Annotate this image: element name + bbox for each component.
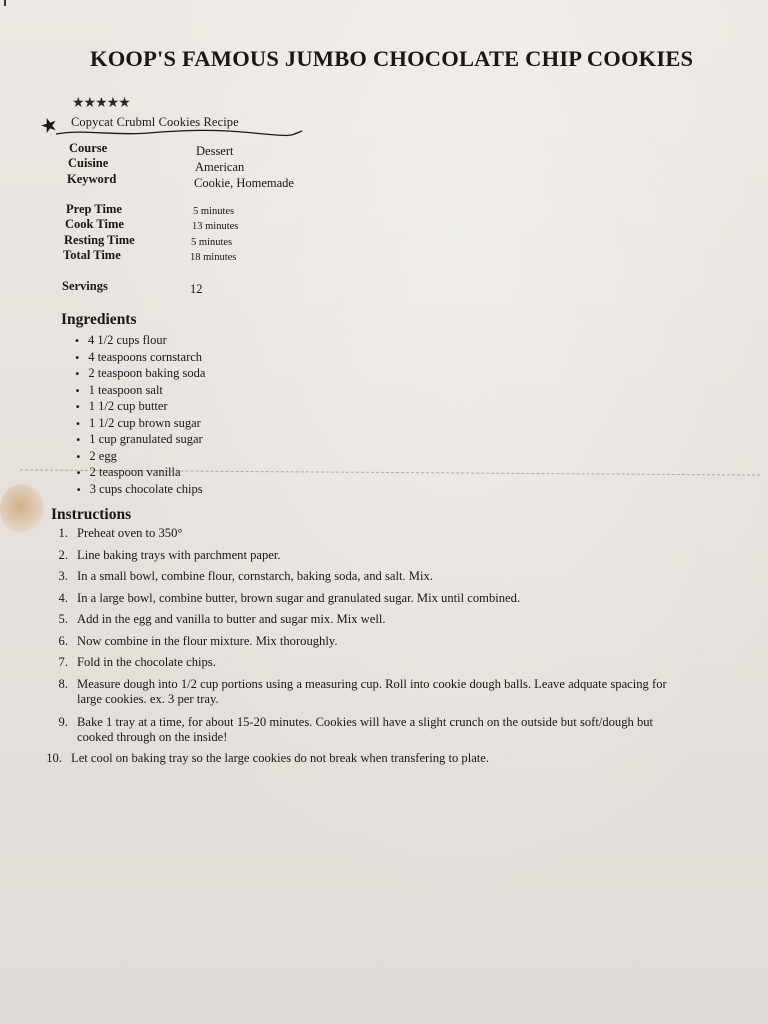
ingredient-text: 1 teaspoon salt (88, 382, 163, 397)
ingredient-item (75, 431, 205, 448)
step-text: Let cool on baking tray so the large cookies do not break when transfering to plate. (71, 750, 490, 765)
recipe-subtitle: Copycat Crubml Cookies Recipe (71, 115, 239, 129)
instruction-step (40, 634, 680, 650)
step-number: 8. (58, 676, 68, 691)
keyword-value: Cookie, Homemade (194, 176, 294, 190)
ingredient-item (75, 398, 206, 415)
keyword-label: Keyword (67, 172, 117, 186)
cook-time-value: 13 minutes (192, 221, 239, 232)
bullet-icon: • (74, 402, 81, 413)
corner-mark (4, 0, 6, 6)
ingredient-text: 2 teaspoon baking soda (88, 366, 206, 380)
ingredient-item (76, 464, 206, 481)
step-number: 1. (58, 526, 68, 540)
ingredient-text: 1 1/2 cup butter (88, 399, 168, 413)
cuisine-label: Cuisine (68, 156, 109, 170)
instruction-step (40, 569, 680, 585)
step-text: In a small bowl, combine flour, cornstarch, baking soda, and salt. Mix. (77, 569, 433, 583)
servings-label: Servings (62, 279, 108, 293)
step-number: 6. (58, 633, 68, 648)
total-time-label: Total Time (63, 248, 121, 262)
instructions-list (40, 526, 680, 766)
ingredient-text: 1 1/2 cup brown sugar (89, 415, 201, 430)
instruction-step (40, 612, 680, 628)
step-text: Line baking trays with parchment paper. (77, 547, 281, 562)
step-text: Bake 1 tray at a time, for about 15-20 minutes. Cookies will have a slight crunch on the outside but soft/dough but cooked through on the inside! (77, 714, 654, 744)
resting-time-label: Resting Time (64, 233, 135, 247)
ingredient-item (74, 349, 205, 366)
instruction-step (40, 655, 680, 671)
instruction-step (40, 526, 680, 542)
ingredient-text: 2 egg (89, 448, 117, 463)
step-number: 9. (58, 714, 68, 729)
ingredient-item (74, 365, 205, 382)
instruction-step (40, 677, 680, 708)
ingredients-heading: Ingredients (61, 311, 137, 328)
instruction-step (40, 591, 680, 607)
step-text: In a large bowl, combine butter, brown sugar and granulated sugar. Mix until combined. (77, 590, 521, 605)
bullet-icon: • (74, 385, 81, 397)
step-text: Measure dough into 1/2 cup portions using a measuring cup. Roll into cookie dough balls. Leave adquate spacing for large cookies. ex. 3 per tray. (77, 676, 667, 706)
resting-time-value: 5 minutes (191, 237, 233, 248)
cuisine-value: American (195, 160, 245, 174)
servings-value: 12 (190, 282, 203, 296)
step-number: 10. (46, 750, 62, 765)
ingredient-text: 4 1/2 cups flour (88, 333, 167, 347)
bullet-icon: • (74, 336, 80, 347)
ingredient-text: 3 cups chocolate chips (89, 481, 203, 496)
ingredient-item (75, 415, 205, 432)
step-text: Fold in the chocolate chips. (77, 655, 216, 669)
grease-stain (0, 484, 44, 534)
instruction-step (40, 715, 680, 746)
bullet-icon: • (74, 369, 81, 380)
ingredients-list (74, 332, 205, 497)
step-number: 7. (58, 655, 68, 669)
bullet-icon: • (75, 435, 82, 446)
cook-time-label: Cook Time (65, 217, 124, 231)
rating-stars: ★★★★★ (72, 95, 130, 111)
handwritten-underline (54, 125, 304, 139)
bullet-icon: • (75, 451, 82, 463)
step-text: Now combine in the flour mixture. Mix thoroughly. (77, 633, 338, 648)
handwritten-star-icon: ★ (36, 110, 62, 140)
step-number: 4. (58, 590, 68, 605)
bullet-icon: • (75, 484, 82, 496)
subtitle-row (36, 110, 310, 143)
ingredient-text: 2 teaspoon vanilla (89, 465, 181, 479)
total-time-value: 18 minutes (190, 252, 237, 263)
bullet-icon: • (75, 468, 82, 479)
prep-time-label: Prep Time (66, 202, 122, 216)
ingredient-item (75, 448, 205, 465)
step-number: 3. (58, 569, 68, 583)
step-number: 5. (58, 612, 68, 626)
bullet-icon: • (75, 418, 81, 430)
instructions-heading: Instructions (51, 506, 132, 523)
instruction-step (34, 751, 680, 767)
recipe-title: KOOP'S FAMOUS JUMBO CHOCOLATE CHIP COOKIES (90, 46, 694, 71)
ingredient-text: 4 teaspoons cornstarch (88, 349, 203, 364)
ingredient-item (75, 382, 206, 399)
prep-time-value: 5 minutes (193, 206, 235, 217)
bullet-icon: • (74, 352, 81, 364)
instruction-step (40, 548, 680, 564)
step-text: Preheat oven to 350° (77, 526, 183, 540)
course-value: Dessert (196, 144, 234, 158)
ingredient-item (76, 481, 206, 498)
course-label: Course (69, 141, 108, 155)
ingredient-item (74, 332, 205, 349)
step-text: Add in the egg and vanilla to butter and sugar mix. Mix well. (77, 612, 386, 626)
ingredient-text: 1 cup granulated sugar (89, 432, 203, 446)
step-number: 2. (58, 547, 68, 562)
